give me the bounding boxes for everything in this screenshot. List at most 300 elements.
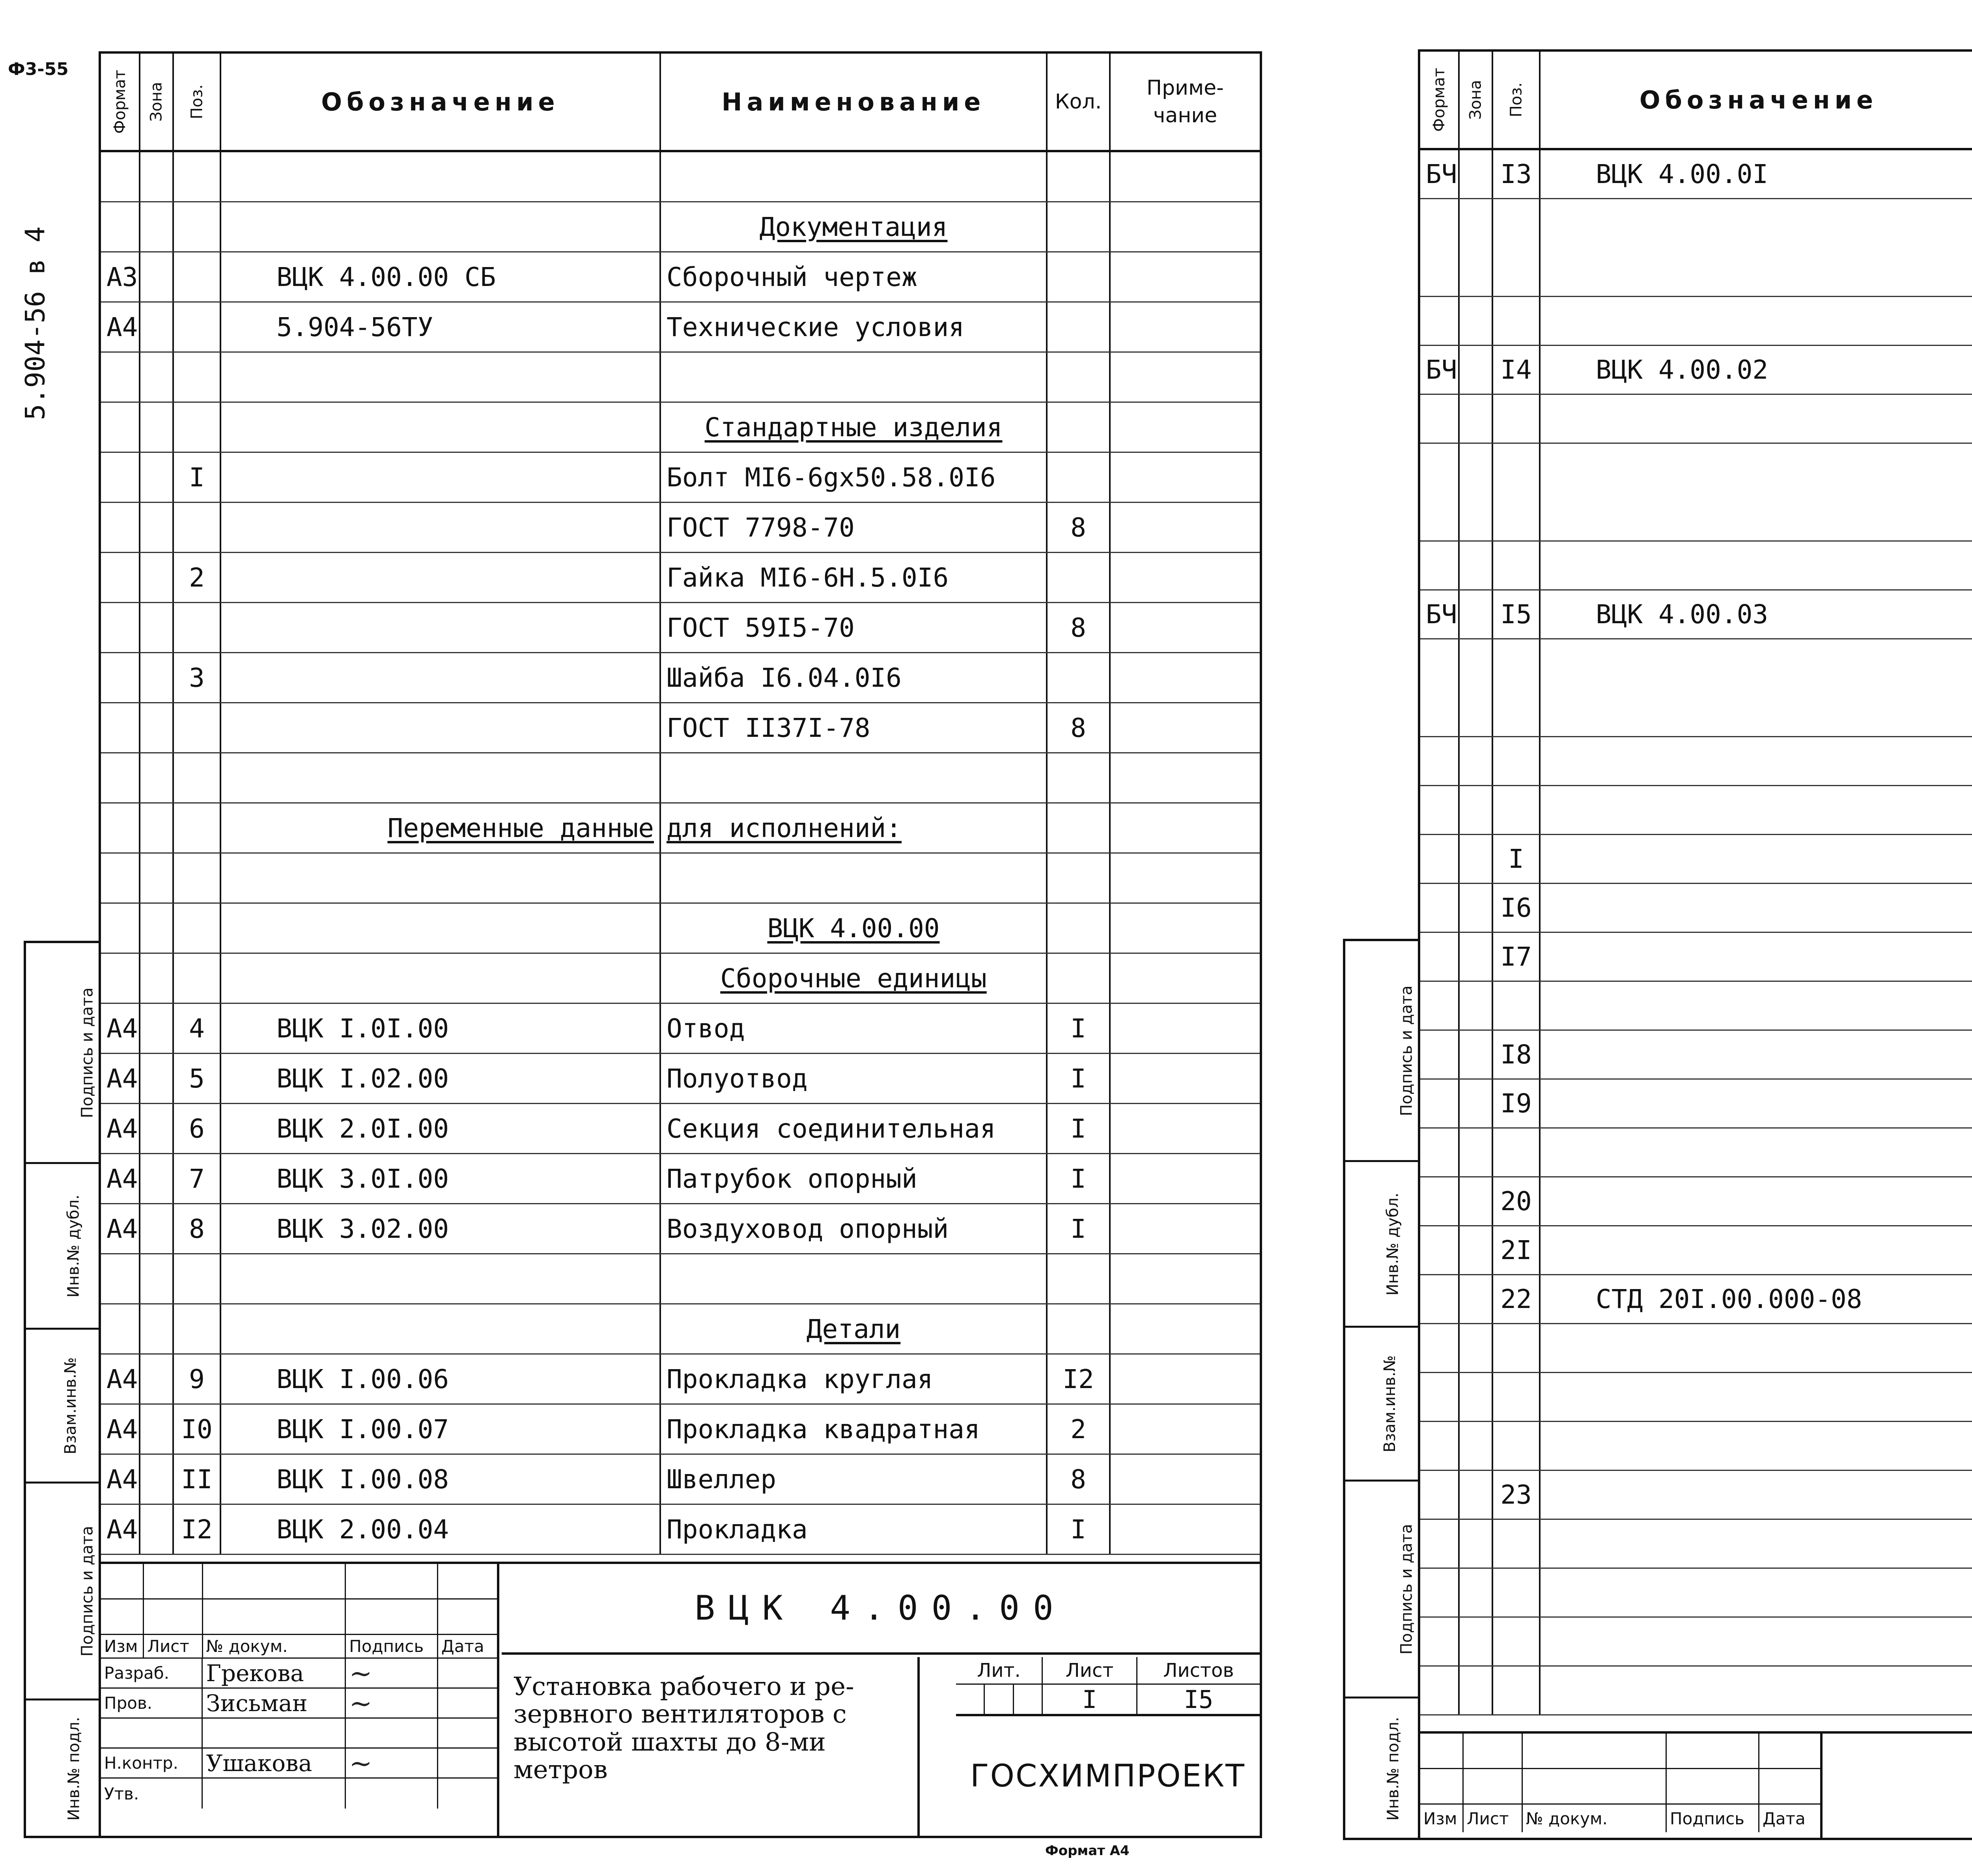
table-row <box>101 954 1260 1004</box>
cell-designation <box>1541 1520 1972 1568</box>
table-row <box>1420 884 1972 933</box>
table-row <box>1420 639 1972 737</box>
cell-note <box>1111 303 1260 351</box>
signature: ~ <box>349 1659 372 1687</box>
table-row <box>1420 786 1972 835</box>
cell-designation <box>221 1405 661 1454</box>
cell-designation <box>221 1104 661 1153</box>
cell-qty <box>1048 1304 1111 1353</box>
cell-name-text: Секция соединительная <box>667 1113 996 1144</box>
cell-name <box>661 1054 1048 1103</box>
cell-designation <box>1541 199 1972 296</box>
cell-designation <box>1541 1422 1972 1470</box>
cell-designation <box>1541 395 1972 443</box>
cell-format <box>101 1505 140 1554</box>
table-row <box>101 403 1260 453</box>
cell-pos <box>174 1254 221 1303</box>
cell-pos-text: 23 <box>1500 1480 1532 1510</box>
cell-pos <box>174 503 221 552</box>
header-format: Формат <box>1420 52 1460 148</box>
cell-designation <box>221 854 661 902</box>
cell-name-text: ГОСТ II37I-78 <box>667 712 870 743</box>
cell-pos <box>1493 737 1541 785</box>
lit-label: Лит. <box>956 1657 1042 1685</box>
cell-pos <box>1493 1226 1541 1274</box>
cell-name-text: Сборочные единицы <box>720 963 987 994</box>
cell-name <box>661 1355 1048 1403</box>
cell-zone <box>1460 1031 1493 1078</box>
revision-grid <box>1420 1734 1823 1838</box>
cell-pos <box>174 1455 221 1504</box>
cell-format <box>101 954 140 1003</box>
cell-name <box>661 753 1048 802</box>
cell-designation-text: ВЦК 3.0I.00 <box>276 1163 449 1194</box>
cell-format <box>1420 1520 1460 1568</box>
cell-pos <box>1493 150 1541 198</box>
cell-format <box>1420 639 1460 736</box>
cell-name <box>661 503 1048 552</box>
cell-pos <box>174 202 221 251</box>
cell-format <box>101 1204 140 1253</box>
cell-note <box>1111 1254 1260 1303</box>
cell-format <box>1420 1324 1460 1372</box>
col-date: Дата <box>441 1637 484 1656</box>
cell-note <box>1111 453 1260 502</box>
cell-name <box>661 252 1048 301</box>
cell-designation <box>1541 1177 1972 1225</box>
cell-zone <box>1460 835 1493 883</box>
cell-zone <box>140 202 174 251</box>
cell-format-text: А4 <box>106 312 138 342</box>
cell-format <box>101 303 140 351</box>
cell-designation <box>221 1254 661 1303</box>
cell-format <box>1420 1471 1460 1519</box>
cell-designation-text: ВЦК I.00.07 <box>276 1414 449 1444</box>
cell-name-text: ГОСТ 7798-70 <box>667 512 855 543</box>
col-sign: Подпись <box>346 1635 438 1657</box>
table-row <box>1420 835 1972 884</box>
cell-name-text: Прокладка <box>667 1514 808 1545</box>
cell-designation <box>221 303 661 351</box>
side-cell-inv-dubl <box>26 1164 99 1330</box>
cell-designation <box>1541 933 1972 981</box>
cell-format-text: БЧ <box>1426 159 1457 189</box>
cell-zone <box>1460 786 1493 834</box>
side-cell-sign-date-2 <box>26 1484 99 1700</box>
cell-zone <box>140 403 174 452</box>
cell-zone <box>1460 639 1493 736</box>
cell-format-text: А4 <box>106 1063 138 1094</box>
col-doc: № докум. <box>1523 1805 1667 1832</box>
table-row <box>1420 1471 1972 1520</box>
cell-note <box>1111 1054 1260 1103</box>
cell-qty-text: 2 <box>1070 1414 1086 1444</box>
cell-format <box>1420 444 1460 540</box>
cell-note <box>1111 653 1260 702</box>
cell-zone <box>1460 1373 1493 1421</box>
cell-format <box>1420 1129 1460 1176</box>
side-label: Подпись и дата <box>1397 1523 1416 1655</box>
cell-pos <box>1493 982 1541 1030</box>
cell-name-text: Шайба I6.04.0I6 <box>667 662 902 693</box>
cell-zone <box>1460 982 1493 1030</box>
cell-qty-text: I <box>1070 1514 1086 1545</box>
cell-format <box>1420 150 1460 198</box>
cell-designation <box>1541 590 1972 638</box>
cell-designation <box>1541 1129 1972 1176</box>
cell-designation-text: ВЦК 2.00.04 <box>276 1514 449 1545</box>
table-header <box>101 54 1260 152</box>
cell-designation <box>221 503 661 552</box>
header-note: Приме- чание <box>1147 76 1224 127</box>
cell-designation <box>1541 1324 1972 1372</box>
cell-designation <box>1541 1667 1972 1714</box>
cell-format <box>101 1355 140 1403</box>
cell-format <box>1420 199 1460 296</box>
cell-qty <box>1048 603 1111 652</box>
cell-pos-text: 4 <box>189 1013 205 1044</box>
header-designation: Обозначение <box>221 54 661 150</box>
table-row <box>1420 1080 1972 1129</box>
cell-designation <box>221 904 661 953</box>
cell-format <box>1420 737 1460 785</box>
col-list: Лист <box>1464 1805 1523 1832</box>
cell-name <box>661 954 1048 1003</box>
table-row <box>101 1505 1260 1555</box>
table-row <box>101 803 1260 854</box>
table-row <box>1420 1275 1972 1324</box>
role-name: Грекова <box>203 1659 346 1687</box>
cell-note <box>1111 403 1260 452</box>
cell-format-text: А4 <box>106 1514 138 1545</box>
cell-name <box>661 1505 1048 1554</box>
table-row <box>101 503 1260 553</box>
cell-qty <box>1048 1405 1111 1454</box>
cell-qty <box>1048 1455 1111 1504</box>
table-row <box>1420 1569 1972 1618</box>
cell-name <box>661 1104 1048 1153</box>
cell-pos <box>174 854 221 902</box>
cell-designation-text: ВЦК I.02.00 <box>276 1063 449 1094</box>
cell-designation <box>221 653 661 702</box>
cell-zone <box>140 1304 174 1353</box>
table-row <box>1420 1618 1972 1667</box>
table-row <box>1420 1520 1972 1569</box>
title-block-right <box>1420 1731 1972 1838</box>
cell-format <box>1420 1226 1460 1274</box>
cell-designation <box>221 453 661 502</box>
cell-format-text: БЧ <box>1426 599 1457 630</box>
side-label: Взам.инв.№ <box>1381 1355 1399 1452</box>
col-izm: Изм <box>101 1635 144 1657</box>
cell-format <box>101 252 140 301</box>
cell-format-text: А4 <box>106 1364 138 1394</box>
signature: ~ <box>349 1689 372 1717</box>
cell-zone <box>1460 1226 1493 1274</box>
side-label: Подпись и дата <box>78 1525 97 1657</box>
cell-pos-text: 2I <box>1500 1235 1532 1265</box>
cell-pos <box>1493 1129 1541 1176</box>
table-row <box>1420 297 1972 346</box>
cell-zone <box>1460 1520 1493 1568</box>
cell-name <box>661 603 1048 652</box>
sheets-value: I5 <box>1184 1685 1214 1714</box>
side-cell-inv-podl <box>1345 1698 1418 1839</box>
document-designation: ВЦК 4.00.00 <box>502 1564 1260 1655</box>
cell-designation <box>221 603 661 652</box>
cell-format <box>101 653 140 702</box>
cell-name <box>661 703 1048 752</box>
cell-format <box>101 403 140 452</box>
cell-designation <box>1541 1275 1972 1323</box>
table-row <box>101 653 1260 703</box>
cell-name-text: для исполнений: <box>667 813 902 843</box>
cell-name <box>661 202 1048 251</box>
cell-pos-text: I8 <box>1500 1039 1532 1070</box>
cell-note <box>1111 252 1260 301</box>
cell-zone <box>140 303 174 351</box>
table-row <box>101 1405 1260 1455</box>
cell-format <box>101 202 140 251</box>
cell-designation <box>221 753 661 802</box>
cell-zone <box>140 954 174 1003</box>
cell-pos <box>1493 1373 1541 1421</box>
col-izm: Изм <box>1420 1805 1464 1832</box>
cell-designation-text: 5.904-56ТУ <box>276 312 433 342</box>
cell-name <box>661 1405 1048 1454</box>
cell-zone <box>140 1054 174 1103</box>
cell-pos <box>1493 297 1541 345</box>
cell-qty-text: 8 <box>1070 512 1086 543</box>
cell-qty <box>1048 503 1111 552</box>
table-row <box>101 453 1260 503</box>
right-side-strip <box>1343 939 1418 1840</box>
cell-name <box>661 1204 1048 1253</box>
side-cell-sign-date <box>1345 941 1418 1162</box>
cell-pos <box>1493 395 1541 443</box>
cell-name-text: Воздуховод опорный <box>667 1213 949 1244</box>
cell-note <box>1111 1455 1260 1504</box>
table-row <box>1420 444 1972 542</box>
cell-designation <box>1541 1373 1972 1421</box>
cell-format <box>101 1054 140 1103</box>
cell-format-text: А4 <box>106 1464 138 1495</box>
cell-pos <box>174 1104 221 1153</box>
cell-zone <box>1460 297 1493 345</box>
cell-zone <box>1460 1569 1493 1616</box>
cell-designation <box>1541 737 1972 785</box>
cell-note <box>1111 503 1260 552</box>
table-row <box>101 1204 1260 1254</box>
cell-format <box>1420 1275 1460 1323</box>
cell-designation <box>221 1004 661 1053</box>
header-name: Наименование <box>661 54 1048 150</box>
cell-name-text: Полуотвод <box>667 1063 808 1094</box>
cell-designation <box>221 1455 661 1504</box>
cell-name <box>661 152 1048 201</box>
cell-qty <box>1048 353 1111 402</box>
table-row <box>101 1104 1260 1154</box>
spec-sheet-left <box>99 51 1262 1838</box>
cell-format-text: А4 <box>106 1113 138 1144</box>
cell-designation <box>221 553 661 602</box>
cell-designation-text: ВЦК I.00.08 <box>276 1464 449 1495</box>
cell-pos-text: I <box>189 462 205 493</box>
cell-pos-text: I4 <box>1500 355 1532 385</box>
cell-name <box>661 303 1048 351</box>
cell-format <box>1420 1373 1460 1421</box>
cell-pos <box>1493 835 1541 883</box>
cell-qty-text: 8 <box>1070 612 1086 643</box>
cell-qty <box>1048 1054 1111 1103</box>
cell-pos <box>1493 884 1541 932</box>
cell-designation <box>221 1204 661 1253</box>
col-list: Лист <box>144 1635 203 1657</box>
cell-zone <box>1460 737 1493 785</box>
cell-zone <box>140 1154 174 1203</box>
cell-qty <box>1048 703 1111 752</box>
cell-pos-text: 9 <box>189 1364 205 1394</box>
cell-zone <box>140 603 174 652</box>
cell-zone <box>1460 346 1493 394</box>
cell-qty <box>1048 252 1111 301</box>
cell-name-text: ГОСТ 59I5-70 <box>667 612 855 643</box>
table-row <box>1420 395 1972 444</box>
cell-designation <box>1541 1471 1972 1519</box>
cell-qty <box>1048 453 1111 502</box>
cell-zone <box>140 152 174 201</box>
cell-note <box>1111 803 1260 852</box>
cell-designation <box>1541 297 1972 345</box>
cell-designation <box>1541 444 1972 540</box>
side-label: Подпись и дата <box>1397 985 1416 1116</box>
cell-pos <box>174 303 221 351</box>
cell-pos <box>1493 1569 1541 1616</box>
spec-rows-right <box>1420 150 1972 1715</box>
cell-pos-text: I6 <box>1500 893 1532 923</box>
cell-name <box>661 1304 1048 1353</box>
cell-pos <box>1493 639 1541 736</box>
cell-format-text: А4 <box>106 1013 138 1044</box>
cell-zone <box>1460 199 1493 296</box>
table-row <box>1420 1031 1972 1080</box>
cell-zone <box>140 703 174 752</box>
table-row <box>1420 542 1972 590</box>
cell-name <box>661 1154 1048 1203</box>
cell-format <box>101 904 140 953</box>
cell-zone <box>140 1405 174 1454</box>
cell-name-text: Документация <box>759 211 948 242</box>
cell-qty-text: I <box>1070 1113 1086 1144</box>
table-row <box>101 854 1260 904</box>
cell-designation <box>221 1154 661 1203</box>
cell-qty-text: I2 <box>1063 1364 1094 1394</box>
cell-pos <box>174 954 221 1003</box>
role-label: Пров. <box>101 1689 203 1717</box>
cell-designation <box>221 353 661 402</box>
cell-format <box>101 1405 140 1454</box>
role-label: Утв. <box>101 1779 203 1809</box>
side-label: Инв.№ подл. <box>1384 1716 1402 1821</box>
cell-format <box>1420 346 1460 394</box>
cell-pos <box>174 1204 221 1253</box>
table-row <box>101 553 1260 603</box>
cell-zone <box>1460 590 1493 638</box>
cell-note <box>1111 1505 1260 1554</box>
cell-zone <box>140 803 174 852</box>
cell-qty <box>1048 553 1111 602</box>
cell-pos <box>1493 786 1541 834</box>
cell-designation-text: ВЦК 4.00.00 СБ <box>276 262 496 292</box>
cell-format <box>101 503 140 552</box>
cell-note <box>1111 353 1260 402</box>
cell-pos-text: II <box>181 1464 213 1495</box>
table-row <box>101 603 1260 653</box>
spec-rows-left <box>101 152 1260 1555</box>
cell-qty <box>1048 653 1111 702</box>
cell-designation <box>1541 1031 1972 1078</box>
cell-name <box>661 453 1048 502</box>
cell-designation <box>221 703 661 752</box>
cell-pos <box>1493 1031 1541 1078</box>
cell-name-text: ВЦК 4.00.00 <box>767 913 940 944</box>
cell-format-text: А4 <box>106 1213 138 1244</box>
role-name: Зисьман <box>203 1689 346 1717</box>
cell-name <box>661 553 1048 602</box>
cell-name-text: Стандартные изделия <box>704 412 1003 443</box>
cell-format <box>101 1304 140 1353</box>
cell-designation <box>1541 835 1972 883</box>
format-note-left: Формат А4 <box>1045 1843 1130 1859</box>
cell-format <box>1420 786 1460 834</box>
cell-qty <box>1048 753 1111 802</box>
cell-pos <box>174 1304 221 1353</box>
cell-name <box>661 854 1048 902</box>
title-block-left <box>101 1562 1260 1836</box>
sheet-info <box>956 1657 1260 1716</box>
cell-format <box>1420 1569 1460 1616</box>
cell-pos <box>174 1004 221 1053</box>
cell-designation <box>221 1054 661 1103</box>
cell-name <box>661 653 1048 702</box>
cell-qty <box>1048 904 1111 953</box>
cell-format <box>101 1254 140 1303</box>
cell-designation <box>221 954 661 1003</box>
cell-designation <box>1541 639 1972 736</box>
cell-designation <box>1541 346 1972 394</box>
signature: ~ <box>349 1749 372 1777</box>
cell-qty <box>1048 1004 1111 1053</box>
cell-pos <box>174 803 221 852</box>
cell-qty <box>1048 303 1111 351</box>
cell-zone <box>1460 542 1493 589</box>
table-row <box>101 703 1260 753</box>
table-row <box>101 353 1260 403</box>
cell-pos <box>174 453 221 502</box>
cell-qty <box>1048 202 1111 251</box>
cell-note <box>1111 1004 1260 1053</box>
cell-pos-text: 22 <box>1500 1284 1532 1314</box>
cell-zone <box>1460 1080 1493 1127</box>
cell-name <box>661 1004 1048 1053</box>
cell-format <box>101 453 140 502</box>
cell-designation-text: ВЦК 4.00.03 <box>1596 599 1768 630</box>
table-row <box>101 904 1260 954</box>
document-title: Установка рабочего и ре- зервного вентиляторов с высотой шахты до 8-ми метров <box>502 1657 920 1836</box>
cell-qty <box>1048 1355 1111 1403</box>
cell-qty-text: 8 <box>1070 712 1086 743</box>
cell-format <box>1420 982 1460 1030</box>
